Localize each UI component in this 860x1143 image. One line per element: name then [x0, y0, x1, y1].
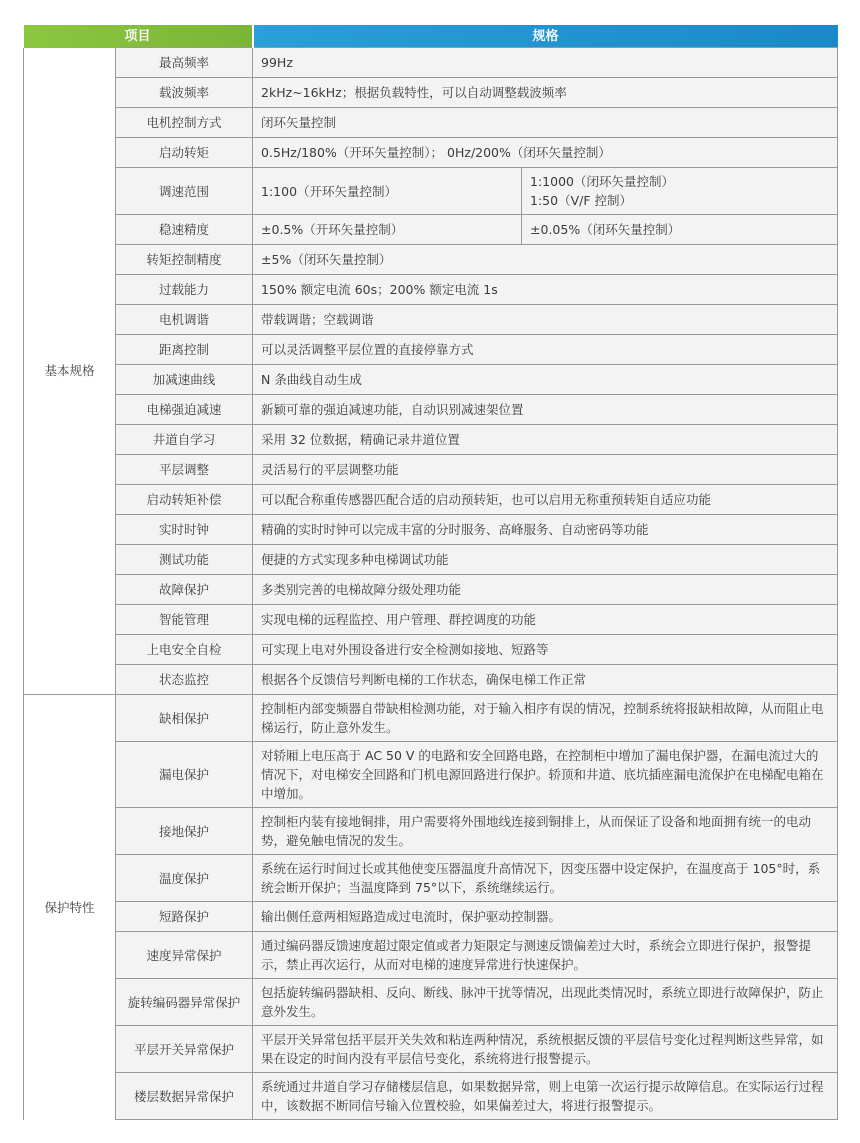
- row-label: 电机控制方式: [116, 108, 253, 138]
- row-label: 测试功能: [116, 545, 253, 575]
- row-value: 精确的实时时钟可以完成丰富的分时服务、高峰服务、自动密码等功能: [253, 515, 838, 545]
- table-row: [24, 808, 838, 855]
- table-row: [24, 138, 838, 168]
- row-value: 对轿厢上电压高于 AC 50 V 的电路和安全回路电路，在控制柜中增加了漏电保护器，在漏电流过大的情况下，对电梯安全回路和门机电源回路进行保护。轿顶和井道、底坑插座漏电流保护在电梯配电箱在中增加。: [253, 742, 838, 808]
- row-value: 新颖可靠的强迫减速功能，自动识别减速架位置: [253, 395, 838, 425]
- table-row: [24, 979, 838, 1026]
- row-value: 便捷的方式实现多种电梯调试功能: [253, 545, 838, 575]
- row-value: 输出侧任意两相短路造成过电流时，保护驱动控制器。: [253, 902, 838, 932]
- table-row: [24, 455, 838, 485]
- table-row: [24, 1026, 838, 1073]
- row-value: 通过编码器反馈速度超过限定值或者力矩限定与测速反馈偏差过大时，系统会立即进行保护，报警提示，禁止再次运行，从而对电梯的速度异常进行快速保护。: [253, 932, 838, 979]
- table-row: [24, 1073, 838, 1120]
- row-value: 实现电梯的远程监控、用户管理、群控调度的功能: [253, 605, 838, 635]
- row-label: 上电安全自检: [116, 635, 253, 665]
- table-row: [24, 78, 838, 108]
- table-row: [24, 545, 838, 575]
- table-row: [24, 855, 838, 902]
- table-row: [24, 902, 838, 932]
- table-row: [24, 575, 838, 605]
- row-label: 电机调谐: [116, 305, 253, 335]
- table-row: [24, 485, 838, 515]
- row-label: 平层调整: [116, 455, 253, 485]
- table-row: [24, 515, 838, 545]
- row-value: 包括旋转编码器缺相、反向、断线、脉冲干扰等情况，出现此类情况时，系统立即进行故障保护，防止意外发生。: [253, 979, 838, 1026]
- row-value-right: [522, 168, 838, 215]
- row-value: 可以配合称重传感器匹配合适的启动预转矩，也可以启用无称重预转矩自适应功能: [253, 485, 838, 515]
- row-value: 闭环矢量控制: [253, 108, 838, 138]
- table-row: [24, 168, 838, 215]
- row-value: 可以灵活调整平层位置的直接停靠方式: [253, 335, 838, 365]
- table-row: [24, 425, 838, 455]
- row-value: 系统在运行时间过长或其他使变压器温度升高情况下，因变压器中设定保护，在温度高于 105°时，系统会断开保护；当温度降到 75°以下，系统继续运行。: [253, 855, 838, 902]
- row-label: 距离控制: [116, 335, 253, 365]
- row-value: N 条曲线自动生成: [253, 365, 838, 395]
- table-row: [24, 665, 838, 695]
- row-label: 故障保护: [116, 575, 253, 605]
- table-row: [24, 305, 838, 335]
- row-label: 实时时钟: [116, 515, 253, 545]
- row-value-right-line1: 1:1000（闭环矢量控制）: [530, 174, 674, 189]
- row-label: 状态监控: [116, 665, 253, 695]
- row-label: 缺相保护: [116, 695, 253, 742]
- table-row: [24, 215, 838, 245]
- row-label: 载波频率: [116, 78, 253, 108]
- table-row: [24, 932, 838, 979]
- row-value: ±5%（闭环矢量控制）: [253, 245, 838, 275]
- row-value: 2kHz~16kHz；根据负载特性，可以自动调整载波频率: [253, 78, 838, 108]
- table-row: [24, 635, 838, 665]
- table-row: [24, 695, 838, 742]
- row-value: 系统通过井道自学习存储楼层信息，如果数据异常，则上电第一次运行提示故障信息。在实际运行过程中，该数据不断同信号输入位置校验，如果偏差过大，将进行报警提示。: [253, 1073, 838, 1120]
- row-label: 智能管理: [116, 605, 253, 635]
- row-value: 平层开关异常包括平层开关失效和粘连两种情况，系统根据反馈的平层信号变化过程判断这些异常，如果在设定的时间内没有平层信号变化，系统将进行报警提示。: [253, 1026, 838, 1073]
- row-label: 转矩控制精度: [116, 245, 253, 275]
- row-label: 旋转编码器异常保护: [116, 979, 253, 1026]
- row-value-right-line2: 1:50（V/F 控制）: [530, 193, 633, 208]
- row-label: 调速范围: [116, 168, 253, 215]
- row-label: 最高频率: [116, 48, 253, 78]
- category-protect: 保护特性: [24, 695, 116, 1120]
- row-value: 根据各个反馈信号判断电梯的工作状态，确保电梯工作正常: [253, 665, 838, 695]
- table-row: [24, 365, 838, 395]
- row-value: 99Hz: [253, 48, 838, 78]
- row-label: 启动转矩补偿: [116, 485, 253, 515]
- row-label: 温度保护: [116, 855, 253, 902]
- row-label: 加减速曲线: [116, 365, 253, 395]
- table-row: [24, 742, 838, 808]
- row-label: 井道自学习: [116, 425, 253, 455]
- row-value: 控制柜内部变频器自带缺相检测功能，对于输入相序有误的情况，控制系统将报缺相故障，从而阻止电梯运行，防止意外发生。: [253, 695, 838, 742]
- row-value: 150% 额定电流 60s；200% 额定电流 1s: [253, 275, 838, 305]
- row-label: 速度异常保护: [116, 932, 253, 979]
- row-label: 楼层数据异常保护: [116, 1073, 253, 1120]
- row-value: 控制柜内装有接地铜排，用户需要将外围地线连接到铜排上，从而保证了设备和地面拥有统一的电动势，避免触电情况的发生。: [253, 808, 838, 855]
- table-row: [24, 395, 838, 425]
- row-value: 可实现上电对外围设备进行安全检测如接地、短路等: [253, 635, 838, 665]
- row-label: 短路保护: [116, 902, 253, 932]
- row-label: 接地保护: [116, 808, 253, 855]
- row-label: 电梯强迫减速: [116, 395, 253, 425]
- table-row: [24, 245, 838, 275]
- row-label: 稳速精度: [116, 215, 253, 245]
- table-row: [24, 335, 838, 365]
- row-value: 多类别完善的电梯故障分级处理功能: [253, 575, 838, 605]
- category-basic: 基本规格: [24, 48, 116, 695]
- table-header: [24, 25, 838, 48]
- row-value: 带载调谐；空载调谐: [253, 305, 838, 335]
- row-value-right: ±0.05%（闭环矢量控制）: [522, 215, 838, 245]
- table-row: [24, 275, 838, 305]
- row-label: 平层开关异常保护: [116, 1026, 253, 1073]
- table-row: [24, 605, 838, 635]
- table-row: [24, 108, 838, 138]
- row-value-left: 1:100（开环矢量控制）: [253, 168, 522, 215]
- row-value: 灵活易行的平层调整功能: [253, 455, 838, 485]
- row-label: 漏电保护: [116, 742, 253, 808]
- spec-table: [23, 25, 838, 1120]
- row-label: 启动转矩: [116, 138, 253, 168]
- row-value: 0.5Hz/180%（开环矢量控制）； 0Hz/200%（闭环矢量控制）: [253, 138, 838, 168]
- row-value-left: ±0.5%（开环矢量控制）: [253, 215, 522, 245]
- header-spec: 规格: [253, 25, 838, 48]
- row-value: 采用 32 位数据，精确记录井道位置: [253, 425, 838, 455]
- header-item: 项目: [24, 25, 253, 48]
- table-row: [24, 48, 838, 78]
- row-label: 过载能力: [116, 275, 253, 305]
